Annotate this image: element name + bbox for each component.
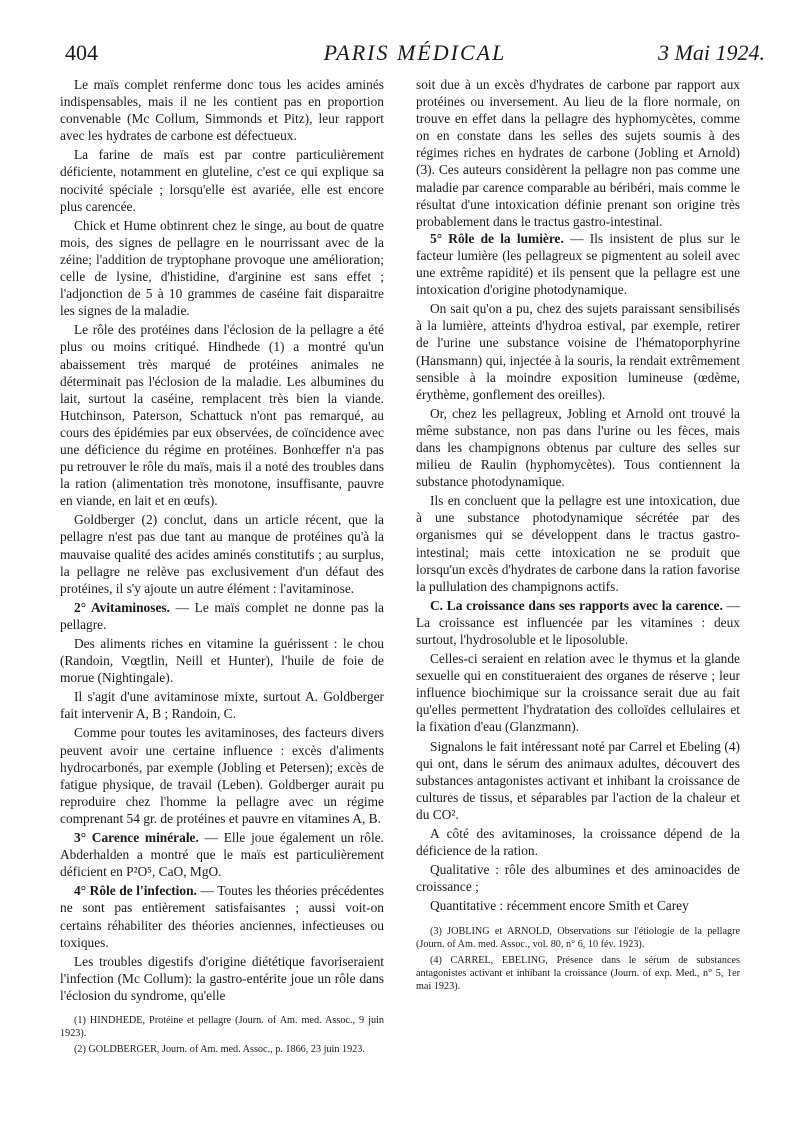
section-heading: 4° Rôle de l'infection. — [74, 883, 197, 899]
paragraph — [416, 597, 740, 648]
paragraph-text: — Elle joue également un rôle. Abderhalden a montré que le maïs est particulièrement déficient en P²O⁵, CaO, MgO. — [60, 830, 384, 880]
paragraph: Des aliments riches en vitamine la guérissent : le chou (Randoin, Vœgtlin, Neill et Hunter), l'huile de foie de morue (Nightingale). — [60, 636, 384, 686]
issue-date: 3 Mai 1924. — [658, 40, 765, 65]
paragraph: Quantitative : récemment encore Smith et Carey — [430, 898, 689, 914]
section-heading: 3° Carence minérale. — [74, 830, 199, 846]
footnote: (3) JOBLING et ARNOLD, Observations sur l'étiologie de la pellagre (Journ. of Am. med. Assoc., vol. 80, n° 6, 10 fév. 1923). — [416, 925, 740, 950]
section-heading: C. La croissance dans ses rapports avec la carence. — [430, 597, 723, 613]
paragraph: Chick et Hume obtinrent chez le singe, au bout de quatre mois, des signes de pellagre en le nourrissant avec de la zéine; l'addition de tryptophane provoque une amélioration; celle de lysine, d'histidine, d'arginine est sans effet ; l'adjonction de 5 à 10 grammes de caséine fait disparaitre les signes de la maladie. — [60, 217, 384, 319]
paragraph: Celles-ci seraient en relation avec le thymus et la glande sexuelle qui en constitueraient des organes de réserve ; leur influence biochimique sur la croissance serait due au fait qu'elles permettent l'hydratation des colloïdes cellulaires et la fixation d'eau (Glanzmann). — [416, 651, 740, 735]
section-heading: 2° Avitaminoses. — [74, 599, 170, 615]
paragraph-text: — La croissance est influencée par les vitamines : deux surtout, l'hydrosoluble et le liposoluble. — [416, 597, 740, 647]
paragraph-text: — Le maïs complet ne donne pas la pellagre. — [60, 599, 384, 632]
paragraph: Or, chez les pellagreux, Jobling et Arnold ont trouvé la même substance, non pas dans l'urine ou les fèces, mais dans les champignons obtenus par culture des selles sur milieu de Raulin (hyphomycètes). Tous contiennent la substance photodynamique. — [416, 405, 740, 490]
right-column — [416, 76, 740, 996]
paragraph — [60, 829, 384, 880]
footnote: (4) CARREL, EBELING, Présence dans le sérum de substances antagonistes activant et inhibant la croissance (Journ. of exp. Med., n° 5, 1er mai 1923). — [416, 954, 740, 992]
page-header — [65, 40, 765, 74]
footnote: (2) GOLDBERGER, Journ. of Am. med. Assoc., p. 1866, 23 juin 1923. — [74, 1043, 365, 1055]
paragraph: Les troubles digestifs d'origine diététique favoriseraient l'infection (Mc Collum): la gastro-entérite joue un rôle dans l'éclosion du syndrome, qu'elle — [60, 953, 384, 1003]
paragraph: Il s'agit d'une avitaminose mixte, surtout A. Goldberger fait intervenir A, B ; Randoin, C. — [60, 689, 384, 722]
section-heading: 5° Rôle de la lumière. — [430, 230, 564, 246]
paragraph: Comme pour toutes les avitaminoses, des facteurs divers peuvent avoir une certaine influence : excès d'aliments hydrocarbonés, par exemple (Jobling et Petersen); excès de fatigue physique, de travail (Leben). Goldberger aurait pu reproduire chez l'homme la pellagre avec un régime comprenant 54 gr. de protéines et pauvre en vitamines A, B. — [60, 725, 384, 826]
paragraph: Le rôle des protéines dans l'éclosion de la pellagre a été plus ou moins critiqué. Hindhede (1) a montré qu'un abaissement très marqué de protéines animales ne déterminait pas l'éclosion de la maladie. Les albumines du lait, surtout la caséine, remplacent très bien la viande. Hutchinson, Paterson, Schattuck n'ont pas remarqué, au cours des épidémies par eux observées, de coïncidence avec une déficience du régime en protéines. Bonhœffer n'a pas pu retrouver le rôle du maïs, mais il a noté des troubles dans la ration (alimentation très monotone, insuffisante, pauvre en viande, en lait et en œufs). — [60, 322, 384, 509]
paragraph-text: — Toutes les théories précédentes ne sont pas entièrement satisfaisantes ; aussi voit-on certains réhabiliter des théories anciennes, infectieuses ou toxiques. — [60, 883, 384, 950]
paragraph: Ils en concluent que la pellagre est une intoxication, due à une substance photodynamique sécrétée par des organismes qui se développent dans le tractus gastro-intestinal; mais cette intoxication ne se produit que lorsqu'un excès d'hydrates de carbone dans la ration favorise la pullulation des champignons actifs. — [416, 493, 740, 594]
journal-title: PARIS MÉDICAL — [323, 40, 507, 65]
paragraph: La farine de maïs est par contre particulièrement déficiente, notamment en gluteline, c'est ce qui explique sa nocivité spéciale ; lorsqu'elle est avariée, elle est encore plus carencée. — [60, 147, 384, 214]
paragraph — [60, 882, 384, 950]
paragraph: Le maïs complet renferme donc tous les acides aminés indispensables, mais il ne les contient pas en proportion convenable (Mc Collum, Simmonds et Pitz), leur rapport avec les hydrates de carbone est défectueux. — [60, 77, 384, 144]
paragraph — [416, 230, 740, 298]
paragraph — [60, 599, 384, 633]
paragraph: Signalons le fait intéressant noté par Carrel et Ebeling (4) qui ont, dans le sérum des animaux adultes, découvert des substances antagonistes activant et inhibant la croissance de cultures de tissus, et séparables par l'action de la chaleur et du CO². — [416, 738, 740, 822]
paragraph: Qualitative : rôle des albumines et des aminoacides de croissance ; — [416, 862, 740, 895]
footnotes — [416, 925, 740, 993]
paragraph: On sait qu'on a pu, chez des sujets paraissant sensibilisés à la lumière, atteints d'hydroa estival, par exemple, retirer de l'urine une substance voisine de l'hématoporphyrine (Hansmann) qui, injectée à la souris, la rendait extrêmement sensible à la moindre exposition lumineuse (œdème, érythème, gonflement des oreilles). — [416, 301, 740, 402]
page-number: 404 — [65, 40, 98, 65]
paragraph-text: — Ils insistent de plus sur le facteur lumière (les pellagreux se pigmentent au soleil avec une extrême rapidité) et ils pensent que la pellagre est une intoxication d'origine photodynamique. — [416, 230, 740, 298]
paragraph: A côté des avitaminoses, la croissance dépend de la déficience de la ration. — [416, 826, 740, 859]
paragraph: soit due à un excès d'hydrates de carbone par rapport aux protéines ou inversement. Au lieu de la flore normale, on trouve en effet dans la pellagre des hyphomycètes, comme on en constate dans les selles des sujets soumis à des régimes riches en hydrates de carbone (Jobling et Arnold) (3). Ces auteurs considèrent la pellagre non pas comme une maladie par carence comparable au béribéri, mais comme le résultat d'une intoxication définie prenant son origine très probablement dans le tractus gastro-intestinal. — [416, 77, 740, 229]
footnote: (1) HINDHEDE, Protéine et pellagre (Journ. of Am. med. Assoc., 9 juin 1923). — [60, 1014, 384, 1039]
left-column — [60, 76, 384, 1059]
paragraph: Goldberger (2) conclut, dans un article récent, que la pellagre n'est pas due tant au manque de protéines qu'à la mauvaise qualité des acides aminés constitutifs ; au surplus, la pellagre ne relève pas exclusivement d'un défaut des protéines, il s'y ajoute un autre élément : l'avitaminose. — [60, 512, 384, 596]
footnotes — [60, 1014, 384, 1056]
